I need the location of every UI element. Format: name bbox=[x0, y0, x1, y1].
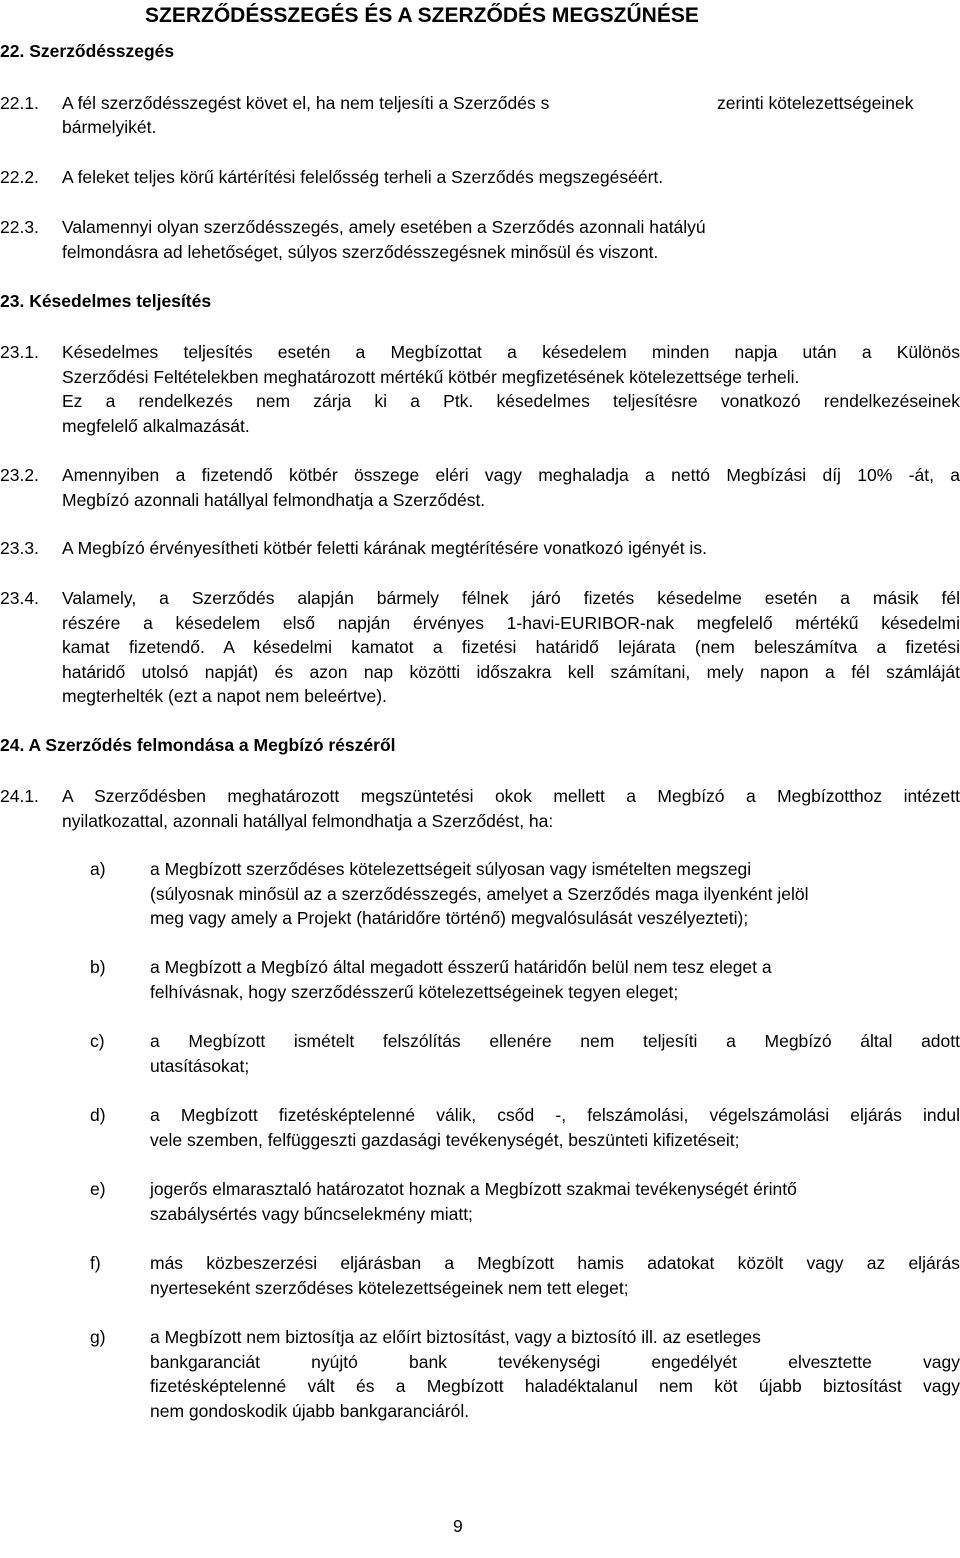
clause-22-1-text: A fél szerződésszegést követ el, ha nem teljesíti a Szerződés s bbox=[62, 93, 550, 113]
clause-23-1-text bbox=[62, 340, 960, 438]
text-line: fizetésképtelenné vált és a Megbízott haladéktalanul nem köt újabb biztosítást vagy bbox=[150, 1376, 960, 1396]
text-line: a Megbízott fizetésképtelenné válik, csőd -, felszámolási, végelszámolási eljárás indul bbox=[150, 1105, 960, 1125]
list-item-letter-g: g) bbox=[90, 1327, 106, 1347]
clause-22-2-text: A feleket teljes körű kártérítési felelősség terheli a Szerződés megszegéséért. bbox=[62, 167, 664, 187]
list-item-a bbox=[150, 857, 960, 931]
text-line: Amennyiben a fizetendő kötbér összege eléri vagy meghaladja a nettó Megbízási díj 10% -át, a bbox=[62, 465, 960, 485]
clause-23-3-number: 23.3. bbox=[0, 538, 39, 558]
text-line: Valamely, a Szerződés alapján bármely félnek járó fizetés késedelme esetén a másik fél bbox=[62, 588, 960, 608]
list-item-b bbox=[150, 955, 960, 1004]
text-line: más közbeszerzési eljárásban a Megbízott hamis adatokat közölt vagy az eljárás bbox=[150, 1253, 960, 1273]
text-line: meg vagy amely a Projekt (határidőre történő) megvalósulását veszélyezteti); bbox=[150, 908, 749, 928]
clause-23-4-number: 23.4. bbox=[0, 588, 39, 608]
text-line: (súlyosnak minősül az a szerződésszegés, amelyet a Szerződés maga ilyenként jelöl bbox=[150, 883, 809, 904]
text-line: vele szemben, felfüggeszti gazdasági tevékenységét, beszünteti kifizetéseit; bbox=[150, 1129, 740, 1150]
clause-24-1-text bbox=[62, 784, 960, 833]
text-line: kamat fizetendő. A késedelmi kamatot a fizetési határidő lejárata (nem beleszámítva a fizetési bbox=[62, 637, 960, 657]
list-item-letter-d: d) bbox=[90, 1105, 106, 1125]
clause-22-3-text-line1: Valamennyi olyan szerződésszegés, amely esetében a Szerződés azonnali hatályú bbox=[62, 217, 706, 237]
list-item-letter-f: f) bbox=[90, 1253, 101, 1273]
text-line: a Megbízott ismételt felszólítás ellenére nem teljesíti a Megbízó által adott bbox=[150, 1031, 960, 1051]
page-number: 9 bbox=[453, 1516, 463, 1536]
clause-22-1-text-cont: zerinti kötelezettségeinek bbox=[717, 93, 914, 113]
clause-23-4-text bbox=[62, 586, 960, 709]
clause-22-2-number: 22.2. bbox=[0, 167, 39, 187]
document-title: SZERZŐDÉSSZEGÉS ÉS A SZERZŐDÉS MEGSZŰNÉSE bbox=[145, 4, 699, 27]
clause-22-3-number: 22.3. bbox=[0, 217, 39, 237]
text-line: részére a késedelem első napján érvényes 1-havi-EURIBOR-nak megfelelő mértékű késedelmi bbox=[62, 612, 960, 633]
section-24-heading: 24. A Szerződés felmondása a Megbízó részéről bbox=[0, 735, 396, 755]
text-line: Szerződési Feltételekben meghatározott mértékű kötbér megfizetésének kötelezettsége terheli. bbox=[62, 366, 800, 387]
text-line: megterhelték (ezt a napot nem beleértve). bbox=[62, 686, 387, 706]
text-line: felhívásnak, hogy szerződésszerű kötelezettségeinek tegyen eleget; bbox=[150, 981, 679, 1002]
list-item-letter-b: b) bbox=[90, 957, 106, 977]
clause-22-1-text-line2: bármelyikét. bbox=[62, 117, 157, 137]
list-item-letter-e: e) bbox=[90, 1179, 106, 1199]
text-line: A Szerződésben meghatározott megszüntetési okok mellett a Megbízó a Megbízotthoz intézett bbox=[62, 786, 960, 806]
clause-23-1-number: 23.1. bbox=[0, 342, 39, 362]
list-item-letter-c: c) bbox=[90, 1031, 105, 1051]
clause-23-3-text: A Megbízó érvényesítheti kötbér feletti kárának megtérítésére vonatkozó igényét is. bbox=[62, 538, 707, 558]
list-item-letter-a: a) bbox=[90, 859, 106, 879]
clause-22-1-number: 22.1. bbox=[0, 93, 39, 113]
text-line: nyerteseként szerződéses kötelezettségeinek nem tett eleget; bbox=[150, 1277, 629, 1298]
list-item-c bbox=[150, 1029, 960, 1078]
clause-22-3-text-line2: felmondásra ad lehetőséget, súlyos szerződésszegésnek minősül és viszont. bbox=[62, 242, 659, 262]
text-line: Ez a rendelkezés nem zárja ki a Ptk. késedelmes teljesítésre vonatkozó rendelkezéseinek bbox=[62, 391, 960, 411]
text-line: jogerős elmarasztaló határozatot hoznak a Megbízott szakmai tevékenységét érintő bbox=[150, 1179, 797, 1199]
text-line: bankgaranciát nyújtó bank tevékenységi engedélyét elvesztette vagy bbox=[150, 1351, 960, 1372]
section-22-heading: 22. Szerződésszegés bbox=[0, 41, 175, 61]
text-line: határidő utolsó napját) és azon nap közötti időszakra kell számítani, mely napon a fél számláját bbox=[62, 661, 960, 682]
list-item-e bbox=[150, 1177, 960, 1226]
clause-23-2-number: 23.2. bbox=[0, 465, 39, 485]
text-line: nem gondoskodik újabb bankgaranciáról. bbox=[150, 1400, 470, 1421]
list-item-g bbox=[150, 1325, 960, 1423]
text-line: nyilatkozattal, azonnali hatállyal felmondhatja a Szerződést, ha: bbox=[62, 810, 554, 831]
text-line: a Megbízott a Megbízó által megadott ésszerű határidőn belül nem tesz eleget a bbox=[150, 957, 772, 977]
text-line: a Megbízott szerződéses kötelezettségeit súlyosan vagy ismételten megszegi bbox=[150, 859, 752, 879]
text-line: a Megbízott nem biztosítja az előírt biztosítást, vagy a biztosító ill. az esetleges bbox=[150, 1327, 761, 1347]
list-item-f bbox=[150, 1251, 960, 1300]
text-line: Megbízó azonnali hatállyal felmondhatja a Szerződést. bbox=[62, 489, 486, 510]
list-item-d bbox=[150, 1103, 960, 1152]
text-line: szabálysértés vagy bűncselekmény miatt; bbox=[150, 1203, 473, 1224]
text-line: megfelelő alkalmazását. bbox=[62, 415, 250, 436]
text-line: Késedelmes teljesítés esetén a Megbízottat a késedelem minden napja után a Különös bbox=[62, 342, 960, 362]
clause-23-2-text bbox=[62, 463, 960, 512]
text-line: utasításokat; bbox=[150, 1055, 250, 1076]
section-23-heading: 23. Késedelmes teljesítés bbox=[0, 291, 212, 311]
clause-24-1-number: 24.1. bbox=[0, 786, 39, 806]
